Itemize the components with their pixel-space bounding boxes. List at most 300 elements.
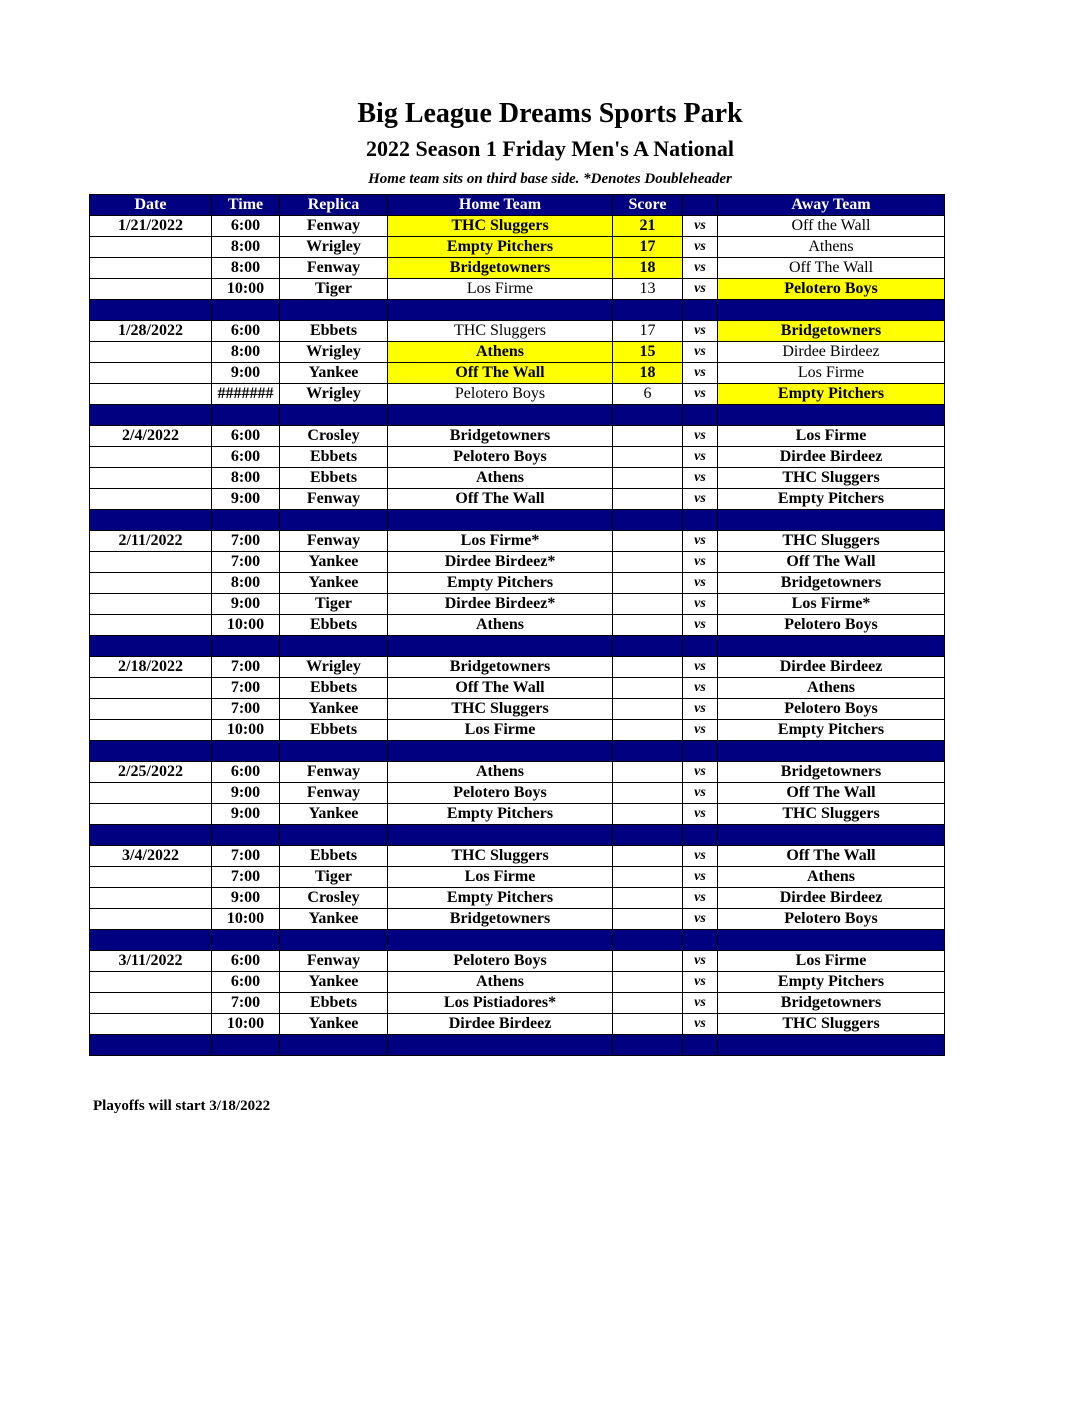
table-row bbox=[90, 531, 945, 552]
column-header-away-team: Away Team bbox=[718, 195, 945, 216]
separator-cell bbox=[212, 300, 280, 321]
score-cell: 17 bbox=[613, 237, 683, 258]
time-cell: 9:00 bbox=[212, 489, 280, 510]
away-team-cell: Athens bbox=[718, 237, 945, 258]
home-team-cell: Los Firme bbox=[388, 867, 613, 888]
column-header-time: Time bbox=[212, 195, 280, 216]
vs-cell: vs bbox=[683, 447, 718, 468]
replica-cell: Crosley bbox=[280, 426, 388, 447]
table-row bbox=[90, 258, 945, 279]
vs-cell: vs bbox=[683, 804, 718, 825]
table-row bbox=[90, 762, 945, 783]
replica-cell: Crosley bbox=[280, 888, 388, 909]
away-team-cell: THC Sluggers bbox=[718, 1014, 945, 1035]
replica-cell: Ebbets bbox=[280, 846, 388, 867]
separator-cell bbox=[718, 1035, 945, 1056]
score-cell bbox=[613, 804, 683, 825]
replica-cell: Yankee bbox=[280, 699, 388, 720]
table-row bbox=[90, 468, 945, 489]
time-cell: 7:00 bbox=[212, 867, 280, 888]
separator-cell bbox=[613, 300, 683, 321]
column-header-home-team: Home Team bbox=[388, 195, 613, 216]
vs-cell: vs bbox=[683, 972, 718, 993]
table-row bbox=[90, 594, 945, 615]
week-separator-row bbox=[90, 825, 945, 846]
away-team-cell: Los Firme bbox=[718, 951, 945, 972]
home-team-cell: Empty Pitchers bbox=[388, 237, 613, 258]
date-cell bbox=[90, 867, 212, 888]
separator-cell bbox=[90, 636, 212, 657]
table-row bbox=[90, 783, 945, 804]
replica-cell: Fenway bbox=[280, 951, 388, 972]
table-row bbox=[90, 342, 945, 363]
score-cell bbox=[613, 426, 683, 447]
table-row bbox=[90, 804, 945, 825]
home-team-cell: Los Pistiadores* bbox=[388, 993, 613, 1014]
score-cell: 21 bbox=[613, 216, 683, 237]
time-cell: 7:00 bbox=[212, 699, 280, 720]
table-row bbox=[90, 384, 945, 405]
separator-cell bbox=[718, 405, 945, 426]
away-team-cell: Pelotero Boys bbox=[718, 909, 945, 930]
replica-cell: Ebbets bbox=[280, 720, 388, 741]
time-cell: 10:00 bbox=[212, 1014, 280, 1035]
table-row bbox=[90, 279, 945, 300]
replica-cell: Ebbets bbox=[280, 468, 388, 489]
separator-cell bbox=[212, 510, 280, 531]
away-team-cell: Bridgetowners bbox=[718, 321, 945, 342]
separator-cell bbox=[613, 930, 683, 951]
separator-cell bbox=[212, 741, 280, 762]
vs-cell: vs bbox=[683, 258, 718, 279]
replica-cell: Fenway bbox=[280, 783, 388, 804]
week-separator-row bbox=[90, 405, 945, 426]
replica-cell: Yankee bbox=[280, 804, 388, 825]
home-team-cell: Off The Wall bbox=[388, 489, 613, 510]
separator-cell bbox=[718, 510, 945, 531]
date-cell: 1/21/2022 bbox=[90, 216, 212, 237]
time-cell: 7:00 bbox=[212, 846, 280, 867]
table-row bbox=[90, 552, 945, 573]
replica-cell: Fenway bbox=[280, 216, 388, 237]
column-header-replica: Replica bbox=[280, 195, 388, 216]
away-team-cell: Pelotero Boys bbox=[718, 615, 945, 636]
date-cell bbox=[90, 447, 212, 468]
time-cell: 6:00 bbox=[212, 762, 280, 783]
separator-cell bbox=[212, 930, 280, 951]
time-cell: 8:00 bbox=[212, 468, 280, 489]
time-cell: 7:00 bbox=[212, 993, 280, 1014]
time-cell: 8:00 bbox=[212, 573, 280, 594]
separator-cell bbox=[280, 405, 388, 426]
vs-cell: vs bbox=[683, 342, 718, 363]
separator-cell bbox=[90, 741, 212, 762]
replica-cell: Ebbets bbox=[280, 678, 388, 699]
separator-cell bbox=[212, 405, 280, 426]
week-separator-row bbox=[90, 741, 945, 762]
score-cell bbox=[613, 972, 683, 993]
table-row bbox=[90, 909, 945, 930]
home-team-cell: Athens bbox=[388, 972, 613, 993]
away-team-cell: Athens bbox=[718, 867, 945, 888]
separator-cell bbox=[683, 741, 718, 762]
week-separator-row bbox=[90, 510, 945, 531]
replica-cell: Ebbets bbox=[280, 615, 388, 636]
column-header-score: Score bbox=[613, 195, 683, 216]
home-team-cell: Bridgetowners bbox=[388, 258, 613, 279]
table-row bbox=[90, 867, 945, 888]
replica-cell: Fenway bbox=[280, 258, 388, 279]
date-cell bbox=[90, 594, 212, 615]
away-team-cell: Off The Wall bbox=[718, 258, 945, 279]
time-cell: 7:00 bbox=[212, 657, 280, 678]
vs-cell: vs bbox=[683, 321, 718, 342]
away-team-cell: Empty Pitchers bbox=[718, 384, 945, 405]
time-cell: 10:00 bbox=[212, 720, 280, 741]
away-team-cell: Off The Wall bbox=[718, 846, 945, 867]
time-cell: 10:00 bbox=[212, 909, 280, 930]
score-cell bbox=[613, 888, 683, 909]
page-title: Big League Dreams Sports Park bbox=[357, 98, 743, 129]
separator-cell bbox=[280, 825, 388, 846]
score-cell bbox=[613, 867, 683, 888]
time-cell: 9:00 bbox=[212, 594, 280, 615]
vs-cell: vs bbox=[683, 468, 718, 489]
replica-cell: Wrigley bbox=[280, 384, 388, 405]
date-cell bbox=[90, 573, 212, 594]
date-cell bbox=[90, 342, 212, 363]
away-team-cell: Bridgetowners bbox=[718, 993, 945, 1014]
away-team-cell: Dirdee Birdeez bbox=[718, 888, 945, 909]
separator-cell bbox=[718, 636, 945, 657]
replica-cell: Tiger bbox=[280, 867, 388, 888]
separator-cell bbox=[683, 405, 718, 426]
separator-cell bbox=[388, 405, 613, 426]
date-cell bbox=[90, 384, 212, 405]
date-cell: 2/11/2022 bbox=[90, 531, 212, 552]
home-team-cell: THC Sluggers bbox=[388, 216, 613, 237]
date-cell bbox=[90, 1014, 212, 1035]
score-cell bbox=[613, 594, 683, 615]
home-team-cell: Pelotero Boys bbox=[388, 384, 613, 405]
score-cell bbox=[613, 846, 683, 867]
home-team-cell: Los Firme bbox=[388, 279, 613, 300]
table-row bbox=[90, 951, 945, 972]
time-cell: 9:00 bbox=[212, 783, 280, 804]
date-cell: 2/25/2022 bbox=[90, 762, 212, 783]
date-cell bbox=[90, 804, 212, 825]
column-header-vs bbox=[683, 195, 718, 216]
separator-cell bbox=[718, 300, 945, 321]
score-cell bbox=[613, 699, 683, 720]
score-cell bbox=[613, 657, 683, 678]
separator-cell bbox=[212, 825, 280, 846]
schedule-note: Home team sits on third base side. *Denotes Doubleheader bbox=[368, 171, 732, 187]
separator-cell bbox=[613, 636, 683, 657]
home-team-cell: Empty Pitchers bbox=[388, 573, 613, 594]
score-cell bbox=[613, 762, 683, 783]
week-separator-row bbox=[90, 930, 945, 951]
separator-cell bbox=[280, 636, 388, 657]
away-team-cell: Off The Wall bbox=[718, 783, 945, 804]
score-cell: 15 bbox=[613, 342, 683, 363]
home-team-cell: THC Sluggers bbox=[388, 321, 613, 342]
away-team-cell: THC Sluggers bbox=[718, 468, 945, 489]
home-team-cell: Athens bbox=[388, 762, 613, 783]
date-cell bbox=[90, 909, 212, 930]
score-cell: 17 bbox=[613, 321, 683, 342]
table-row bbox=[90, 993, 945, 1014]
home-team-cell: Dirdee Birdeez bbox=[388, 1014, 613, 1035]
away-team-cell: Off the Wall bbox=[718, 216, 945, 237]
home-team-cell: Dirdee Birdeez* bbox=[388, 594, 613, 615]
separator-cell bbox=[613, 510, 683, 531]
date-cell: 1/28/2022 bbox=[90, 321, 212, 342]
time-cell: 6:00 bbox=[212, 216, 280, 237]
separator-cell bbox=[613, 405, 683, 426]
separator-cell bbox=[280, 1035, 388, 1056]
score-cell: 18 bbox=[613, 258, 683, 279]
date-cell: 2/4/2022 bbox=[90, 426, 212, 447]
time-cell: 8:00 bbox=[212, 258, 280, 279]
date-cell bbox=[90, 783, 212, 804]
vs-cell: vs bbox=[683, 615, 718, 636]
replica-cell: Wrigley bbox=[280, 657, 388, 678]
away-team-cell: THC Sluggers bbox=[718, 804, 945, 825]
vs-cell: vs bbox=[683, 552, 718, 573]
score-cell: 6 bbox=[613, 384, 683, 405]
date-cell bbox=[90, 552, 212, 573]
separator-cell bbox=[683, 300, 718, 321]
separator-cell bbox=[90, 825, 212, 846]
date-cell bbox=[90, 720, 212, 741]
time-cell: 10:00 bbox=[212, 615, 280, 636]
replica-cell: Ebbets bbox=[280, 447, 388, 468]
time-cell: 6:00 bbox=[212, 426, 280, 447]
separator-cell bbox=[280, 741, 388, 762]
score-cell bbox=[613, 720, 683, 741]
replica-cell: Tiger bbox=[280, 594, 388, 615]
vs-cell: vs bbox=[683, 573, 718, 594]
score-cell bbox=[613, 1014, 683, 1035]
score-cell: 18 bbox=[613, 363, 683, 384]
vs-cell: vs bbox=[683, 531, 718, 552]
home-team-cell: Bridgetowners bbox=[388, 426, 613, 447]
vs-cell: vs bbox=[683, 594, 718, 615]
vs-cell: vs bbox=[683, 489, 718, 510]
score-cell bbox=[613, 951, 683, 972]
schedule-table bbox=[89, 194, 945, 1056]
score-cell bbox=[613, 447, 683, 468]
time-cell: 6:00 bbox=[212, 972, 280, 993]
away-team-cell: Dirdee Birdeez bbox=[718, 447, 945, 468]
separator-cell bbox=[388, 636, 613, 657]
score-cell bbox=[613, 552, 683, 573]
page-subtitle: 2022 Season 1 Friday Men's A National bbox=[366, 136, 734, 161]
separator-cell bbox=[718, 741, 945, 762]
away-team-cell: Bridgetowners bbox=[718, 762, 945, 783]
home-team-cell: Los Firme bbox=[388, 720, 613, 741]
separator-cell bbox=[388, 741, 613, 762]
time-cell: 9:00 bbox=[212, 804, 280, 825]
date-cell bbox=[90, 678, 212, 699]
score-cell bbox=[613, 909, 683, 930]
table-row bbox=[90, 489, 945, 510]
date-cell bbox=[90, 279, 212, 300]
separator-cell bbox=[388, 825, 613, 846]
table-row bbox=[90, 699, 945, 720]
away-team-cell: Dirdee Birdeez bbox=[718, 342, 945, 363]
away-team-cell: Los Firme* bbox=[718, 594, 945, 615]
vs-cell: vs bbox=[683, 1014, 718, 1035]
week-separator-row bbox=[90, 300, 945, 321]
schedule-body bbox=[90, 216, 945, 1056]
replica-cell: Wrigley bbox=[280, 237, 388, 258]
score-cell bbox=[613, 993, 683, 1014]
away-team-cell: Athens bbox=[718, 678, 945, 699]
table-row bbox=[90, 426, 945, 447]
date-cell bbox=[90, 489, 212, 510]
away-team-cell: Empty Pitchers bbox=[718, 972, 945, 993]
time-cell: 6:00 bbox=[212, 447, 280, 468]
vs-cell: vs bbox=[683, 888, 718, 909]
separator-cell bbox=[718, 930, 945, 951]
vs-cell: vs bbox=[683, 867, 718, 888]
home-team-cell: Pelotero Boys bbox=[388, 951, 613, 972]
separator-cell bbox=[212, 1035, 280, 1056]
vs-cell: vs bbox=[683, 678, 718, 699]
home-team-cell: Athens bbox=[388, 342, 613, 363]
away-team-cell: Off The Wall bbox=[718, 552, 945, 573]
separator-cell bbox=[683, 825, 718, 846]
replica-cell: Fenway bbox=[280, 531, 388, 552]
time-cell: 8:00 bbox=[212, 237, 280, 258]
table-row bbox=[90, 216, 945, 237]
separator-cell bbox=[90, 405, 212, 426]
table-row bbox=[90, 888, 945, 909]
score-cell bbox=[613, 783, 683, 804]
away-team-cell: Empty Pitchers bbox=[718, 720, 945, 741]
vs-cell: vs bbox=[683, 783, 718, 804]
replica-cell: Fenway bbox=[280, 489, 388, 510]
time-cell: 6:00 bbox=[212, 321, 280, 342]
date-cell bbox=[90, 615, 212, 636]
vs-cell: vs bbox=[683, 846, 718, 867]
home-team-cell: Dirdee Birdeez* bbox=[388, 552, 613, 573]
score-cell bbox=[613, 615, 683, 636]
table-row bbox=[90, 846, 945, 867]
home-team-cell: Bridgetowners bbox=[388, 657, 613, 678]
separator-cell bbox=[388, 300, 613, 321]
replica-cell: Yankee bbox=[280, 573, 388, 594]
score-cell bbox=[613, 531, 683, 552]
table-row bbox=[90, 678, 945, 699]
table-row bbox=[90, 972, 945, 993]
separator-cell bbox=[280, 510, 388, 531]
separator-cell bbox=[388, 510, 613, 531]
vs-cell: vs bbox=[683, 951, 718, 972]
playoffs-note: Playoffs will start 3/18/2022 bbox=[93, 1098, 271, 1114]
date-cell bbox=[90, 993, 212, 1014]
vs-cell: vs bbox=[683, 384, 718, 405]
replica-cell: Yankee bbox=[280, 552, 388, 573]
vs-cell: vs bbox=[683, 720, 718, 741]
away-team-cell: THC Sluggers bbox=[718, 531, 945, 552]
home-team-cell: Los Firme* bbox=[388, 531, 613, 552]
away-team-cell: Dirdee Birdeez bbox=[718, 657, 945, 678]
separator-cell bbox=[90, 930, 212, 951]
table-row bbox=[90, 321, 945, 342]
separator-cell bbox=[683, 930, 718, 951]
date-cell bbox=[90, 237, 212, 258]
separator-cell bbox=[280, 930, 388, 951]
separator-cell bbox=[718, 825, 945, 846]
replica-cell: Wrigley bbox=[280, 342, 388, 363]
table-row bbox=[90, 657, 945, 678]
vs-cell: vs bbox=[683, 279, 718, 300]
time-cell: 7:00 bbox=[212, 678, 280, 699]
week-separator-row bbox=[90, 636, 945, 657]
replica-cell: Yankee bbox=[280, 909, 388, 930]
score-cell: 13 bbox=[613, 279, 683, 300]
replica-cell: Yankee bbox=[280, 972, 388, 993]
home-team-cell: Pelotero Boys bbox=[388, 783, 613, 804]
replica-cell: Fenway bbox=[280, 762, 388, 783]
time-cell: 10:00 bbox=[212, 279, 280, 300]
home-team-cell: Athens bbox=[388, 615, 613, 636]
vs-cell: vs bbox=[683, 237, 718, 258]
home-team-cell: Athens bbox=[388, 468, 613, 489]
vs-cell: vs bbox=[683, 363, 718, 384]
home-team-cell: THC Sluggers bbox=[388, 846, 613, 867]
table-row bbox=[90, 615, 945, 636]
away-team-cell: Bridgetowners bbox=[718, 573, 945, 594]
time-cell: 7:00 bbox=[212, 531, 280, 552]
date-cell bbox=[90, 258, 212, 279]
table-header-row bbox=[90, 195, 945, 216]
vs-cell: vs bbox=[683, 993, 718, 1014]
separator-cell bbox=[683, 1035, 718, 1056]
separator-cell bbox=[388, 1035, 613, 1056]
date-cell bbox=[90, 699, 212, 720]
date-cell bbox=[90, 363, 212, 384]
time-cell: 8:00 bbox=[212, 342, 280, 363]
separator-cell bbox=[90, 300, 212, 321]
separator-cell bbox=[212, 636, 280, 657]
separator-cell bbox=[613, 1035, 683, 1056]
away-team-cell: Empty Pitchers bbox=[718, 489, 945, 510]
home-team-cell: Off The Wall bbox=[388, 678, 613, 699]
score-cell bbox=[613, 489, 683, 510]
vs-cell: vs bbox=[683, 657, 718, 678]
week-separator-row bbox=[90, 1035, 945, 1056]
vs-cell: vs bbox=[683, 426, 718, 447]
separator-cell bbox=[613, 825, 683, 846]
table-row bbox=[90, 573, 945, 594]
time-cell: 9:00 bbox=[212, 888, 280, 909]
separator-cell bbox=[388, 930, 613, 951]
replica-cell: Yankee bbox=[280, 363, 388, 384]
score-cell bbox=[613, 573, 683, 594]
separator-cell bbox=[90, 510, 212, 531]
table-row bbox=[90, 447, 945, 468]
time-cell: ####### bbox=[212, 384, 280, 405]
table-row bbox=[90, 1014, 945, 1035]
replica-cell: Ebbets bbox=[280, 321, 388, 342]
date-cell bbox=[90, 468, 212, 489]
away-team-cell: Pelotero Boys bbox=[718, 279, 945, 300]
away-team-cell: Pelotero Boys bbox=[718, 699, 945, 720]
